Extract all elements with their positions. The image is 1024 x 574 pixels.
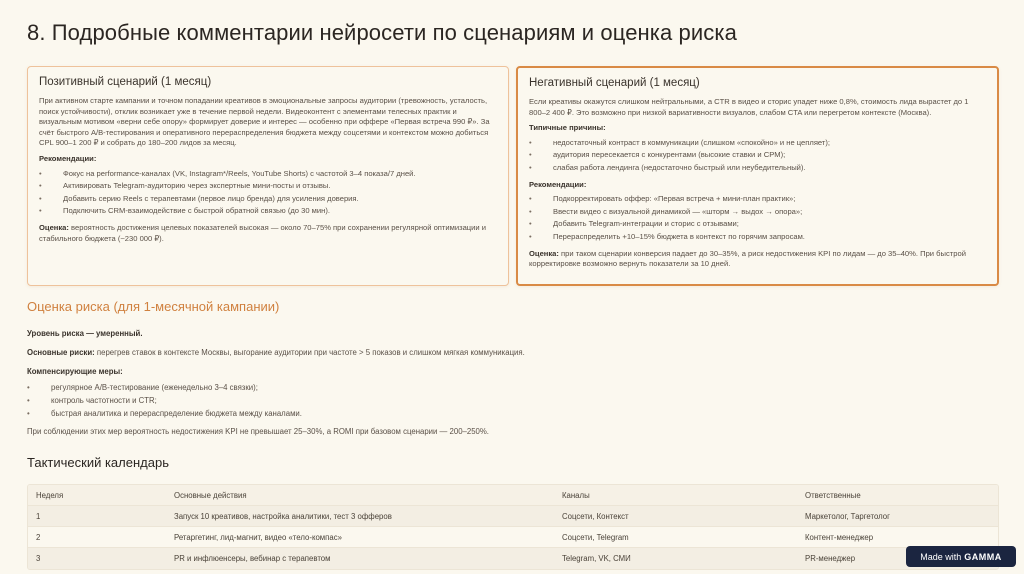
positive-assess-text: вероятность достижения целевых показателей высокая — около 70–75% при сохранении регулярной оптимизации и стабильного бюджета (~230 000 ₽).: [39, 222, 486, 243]
positive-rec-list: [39, 168, 497, 218]
negative-causes-list: [529, 137, 986, 175]
calendar-heading: Тактический календарь: [27, 455, 169, 470]
negative-scenario-title: Негативный сценарий (1 месяц): [529, 77, 700, 89]
column-header: Каналы: [562, 490, 590, 500]
column-header: Основные действия: [174, 490, 247, 500]
risk-measures-label: Компенсирующие меры:: [27, 367, 123, 376]
list-item: • Добавить Telegram-интеграции и сторис с отзывами;: [529, 218, 986, 231]
list-item: • Фокус на performance-каналах (VK, Instagram*/Reels, YouTube Shorts) с частотой 3–4 показа/7 дней.: [39, 168, 497, 181]
risk-main-label: Основные риски:: [27, 348, 95, 357]
made-with-gamma-badge[interactable]: [906, 546, 1016, 567]
badge-prefix: Made with: [920, 551, 962, 562]
table-row: [28, 506, 998, 527]
table-cell: Ретаргетинг, лид-магнит, видео «тело-компас»: [174, 532, 342, 542]
risk-level: Уровень риска — умеренный.: [27, 329, 143, 338]
list-item: • Добавить серию Reels с терапевтами (первое лицо бренда) для усиления доверия.: [39, 193, 497, 206]
table-cell: Запуск 10 креативов, настройка аналитики, тест 3 офферов: [174, 511, 392, 521]
list-item: • слабая работа лендинга (недостаточно быстрый или неубедительный).: [529, 162, 986, 175]
gamma-logo: GAMMA: [964, 551, 1002, 562]
table-cell: PR-менеджер: [805, 554, 856, 563]
calendar-table: [27, 484, 999, 570]
list-item: • Подключить CRM-взаимодействие с быстрой обратной связью (до 30 мин).: [39, 205, 497, 218]
table-header-row: [28, 485, 998, 506]
table-row: [28, 548, 998, 569]
list-item: • аудитория пересекается с конкурентами (высокие ставки и CPM);: [529, 149, 986, 162]
positive-rec-label: Рекомендации:: [39, 153, 97, 163]
risk-conclusion: При соблюдении этих мер вероятность недостижения KPI не превышает 25–30%, а ROMI при базовом сценарии — 200–250%.: [27, 427, 489, 436]
page-title: 8. Подробные комментарии нейросети по сценариям и оценка риска: [27, 20, 737, 45]
risk-main-text: перегрев ставок в контексте Москвы, выгорание аудитории при частоте > 5 показов и слишком мягкая коммуникация.: [94, 348, 525, 357]
positive-scenario-title: Позитивный сценарий (1 месяц): [39, 76, 212, 88]
table-cell: 2: [36, 532, 41, 542]
table-cell: 1: [36, 511, 41, 521]
negative-rec-label: Рекомендации:: [529, 179, 587, 189]
risk-heading: Оценка риска (для 1-месячной кампании): [27, 299, 280, 314]
list-item: • Подкорректировать оффер: «Первая встреча + мини-план практик»;: [529, 193, 986, 206]
column-header: Неделя: [36, 490, 64, 500]
negative-rec-list: [529, 193, 986, 243]
table-cell: Соцсети, Контекст: [562, 511, 629, 521]
negative-assess-label: Оценка:: [529, 248, 559, 258]
list-item: • недостаточный контраст в коммуникации (слишком «спокойно» и не цепляет);: [529, 137, 986, 150]
positive-assessment: [39, 223, 497, 244]
table-cell: PR и инфлюенсеры, вебинар с терапевтом: [174, 554, 331, 563]
risk-section: [27, 328, 987, 437]
negative-scenario-card: [516, 66, 999, 286]
negative-intro: Если креативы окажутся слишком нейтральными, а CTR в видео и сторис упадет ниже 0,8%, стоимость лида вырастет до 1 800–2 400 ₽. Это возможно при низкой вариативности визуалов, слабом CTA или перегретом контексте (Москва).: [529, 97, 969, 117]
table-row: [28, 527, 998, 548]
positive-scenario-card: [27, 66, 509, 286]
list-item: • регулярное A/B-тестирование (еженедельно 3–4 связки);: [27, 381, 987, 394]
table-cell: Соцсети, Telegram: [562, 532, 629, 542]
table-cell: Маркетолог, Таргетолог: [805, 511, 890, 521]
list-item: • Активировать Telegram-аудиторию через экспертные мини-посты и отзывы.: [39, 180, 497, 193]
positive-intro: При активном старте кампании и точном попадании креативов в эмоциональные запросы аудитории (тревожность, усталость, поиск устойчивости), отклик возникает уже в течение первой недели. Видеоконтент с элементами телесных практик и визуальным мотивом «верни себе опору» формирует доверие и интерес — особенно при оффере «Первая встреча 990 ₽». За счёт быстрого A/B-тестирования и оперативного перераспределения бюджета между соцсетями и контекстом можно добиться CPL 900–1 200 ₽ и собрать до 180–200 лидов за месяц.: [39, 96, 490, 148]
risk-main: [27, 347, 987, 358]
list-item: • Ввести видео с визуальной динамикой — «шторм → выдох → опора»;: [529, 206, 986, 219]
list-item: • Перераспределить +10–15% бюджета в контекст по горячим запросам.: [529, 231, 986, 244]
table-cell: 3: [36, 554, 41, 563]
negative-assessment: [529, 249, 986, 270]
list-item: • быстрая аналитика и перераспределение бюджета между каналами.: [27, 407, 987, 420]
table-cell: Контент-менеджер: [805, 532, 874, 542]
negative-assess-text: при таком сценарии конверсия падает до 30–35%, а риск недостижения KPI по лидам — до 35–40%. При быстрой корректировке возможно вернуть показатели за 10 дней.: [529, 248, 966, 269]
list-item: • контроль частотности и CTR;: [27, 394, 987, 407]
positive-assess-label: Оценка:: [39, 222, 69, 232]
risk-measures-list: [27, 381, 987, 420]
table-cell: Telegram, VK, СМИ: [562, 554, 631, 563]
column-header: Ответственные: [805, 490, 861, 500]
negative-causes-label: Типичные причины:: [529, 123, 606, 133]
